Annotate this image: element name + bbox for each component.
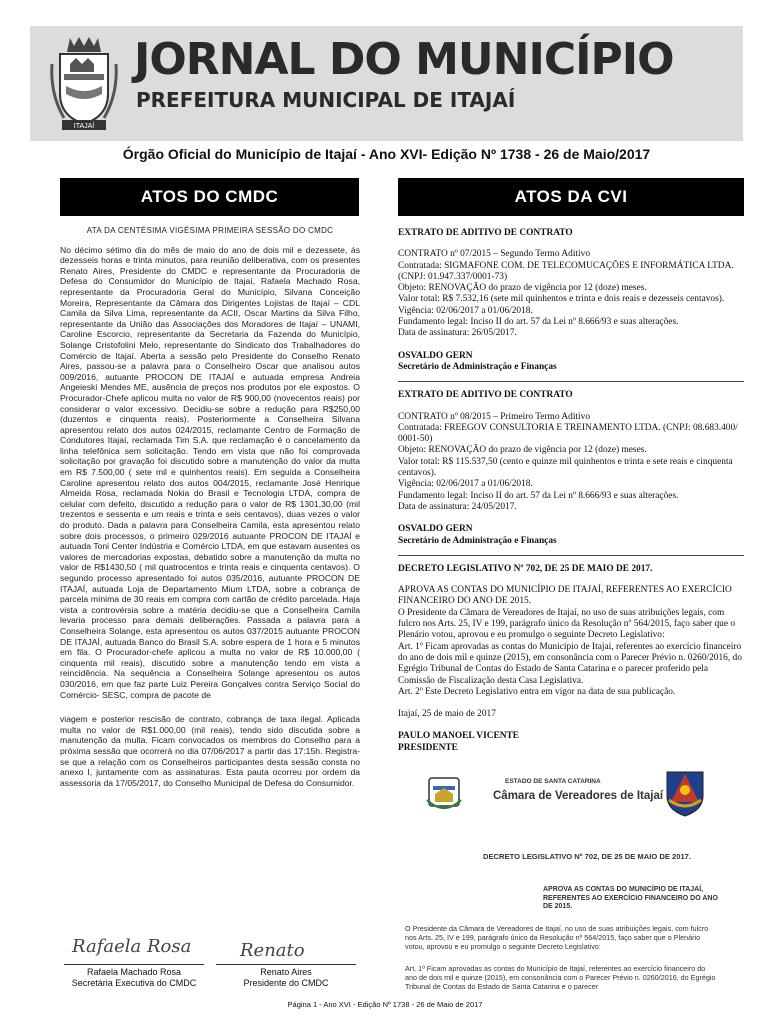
section-banner-cmdc: ATOS DO CMDC [60, 178, 359, 216]
extract-line: Vigência: 02/06/2017 a 01/06/2018. [398, 305, 533, 316]
extract-line: Vigência: 02/06/2017 a 01/06/2018. [398, 479, 533, 490]
signer-role: Secretário de Administração e Finanças [398, 361, 557, 372]
extract-line: Contratada: SIGMAFONE COM. DE TELECOMUCAÇÕES E INFORMÁTICA LTDA. (CNPJ: 01.947.337/0001-73) [398, 260, 734, 282]
document-ementa: APROVA AS CONTAS DO MUNICÍPIO DE ITAJAÍ, REFERENTES AO EXERCÍCIO FINANCEIRO DO ANO DE 2015. [543, 886, 718, 911]
chamber-seal-icon [663, 768, 707, 818]
signer-role: PRESIDENTE [398, 742, 458, 753]
extract-line: Valor total: R$ 115.537,50 (cento e quinze mil quinhentos e trinta e sete reais e cinquenta centavos). [398, 456, 733, 479]
extract-line: Objeto: RENOVAÇÃO do prazo de vigência por 12 (doze) meses. [398, 445, 647, 456]
minutes-paragraph: No décimo sétimo dia do mês de maio do ano de dois mil e dezessete, ás dezesseis horas e trinta minutos, para reunião deliberativa, com os presentes Renato Aires, Presidente do CMDC e representante da Procuradoria de Defesa do Consumidor do Município de Itajaí, Rafaela Machado Rosa, representante da Procuradoria Geral do Município, Silvana Conceição Moreira, Representante da Câmara dos Dirigentes Lojistas de Itajaí – CDL Camila da Silva Lima, representante da ACII, Oscar Martins da Silva Filho, representante da União das Associações dos Moradores de Itajaí – UNAMI, Caroline Escorcio, representante da Secretaria da Fazenda do Município, Solange Cristofolini Melo, representante do Sindicato dos Trabalhadores do Comércio de Itajaí. Aberta a sessão pelo Presidente do Conselho Renato Aires, passou-se a palavra para o Conselheiro Oscar que analisou autos 009/2016, autuante PROCON DE ITAJAÍ e autuada empresa Andreia Angeieski Mendes ME, ausência de preços nos produtos por ele expostos. O Procurador-Chefe aplicou multa no valor de R$ 900,00 (novecentos reais) por considerar o valor excessivo. Decidiu-se sobre a redução para R$250,00 (duzentos e cinquenta reais). Posteriormente a Conselheira Silvana apresentou relato dos autos 024/2015, reclamante Centro de Formação de Condutores Itajaí, reclamada Tim S.A. que reclamação é o cancelamento da linha telefônica sem solicitação. Tendo em vista que não foi comprovada solicitação por gravação foi discutido sobre a manutenção do valor da multa em R$ 7.500,00 ( sete mil e quinhentos reais). Em seguida a Conselheira Caroline apresentou relato dos autos 004/2015, reclamante José Henrique Almeida Rosa, reclamada Nokia do Brasil e Tecnologia LTDA, compra de celular com defeito, discutido a redução para o valor de R$ 1301,30,00 (mil trezentos e sessenta e um reais e trinta e seis centavos), duas vezes o valor do produto. Dada a palavra para Conselheira Camila, esta apresentou relato sobre dois processos, o primeiro 029/2016 autuante PROCON DE ITAJAÍ e autuada Toni Center Indústria e Comércio LTDA, em que estavam ausentes os valores de mercadorias expostas, debatido sobre a manutenção da multa no valor de R$1430,50 ( mil quatrocentos e trinta reais e cinquenta centavos). O segundo processo apresentado foi autos 035/2016, autuante PROCON DE ITAJAÍ, autuada Loja de Departamento Mium LTDA, sobre a cobrança de parcela mínima de 30 reais em compra com cartão de crédito parcelada. Haja vista a controvérsia sobre a matéria decidiu-se que a Conselheira Camila levaria processo para demais deliberações. Passada a palavra para a Conselheira Solange, esta apresentou os autos 037/2015 autuante PROCON DE ITAJAÍ, autuada Banco do Brasil S.A. sobre espera de 1 hora e 5 minutos em fila. O Procurador-chefe aplicou a multa no valor de R$ 10.000,00 ( cinquenta mil reais), discutido sobre a manutenção tendo em vista a reincidência. Na sequência a Conselheira Solange apresentou os autos 030/2016, em que faz parte Luiz Pereira Gonçalves contra Serviço Social do Comércio- SESC, compra de pacote de [60, 244, 360, 700]
extract-line: Contratada: FREEGOV CONSULTORIA E TREINAMENTO LTDA. (CNPJ: 08.683.400/ 0001-50) [398, 422, 738, 445]
minutes-title: ATA DA CENTÉSIMA VIGÉSIMA PRIMEIRA SESSÃO DO CMDC [86, 226, 334, 235]
cvi-acts [398, 228, 744, 754]
document-preamble: O Presidente da Câmara de Vereadores de Itajaí, no uso de suas atribuições legais, com fulcro nos Arts. 25, IV e 199, parágrafo único da Resolução nº 564/2015, faço saber que o Plenário votou, aprovou e eu promulgo o seguinte Decreto Legislativo: [405, 924, 709, 951]
masthead [30, 26, 743, 141]
decree-ementa: APROVA AS CONTAS DO MUNICÍPIO DE ITAJAÍ, REFERENTES AO EXERCÍCIO FINANCEIRO DO ANO DE 2015. [398, 585, 732, 607]
cmdc-minutes [60, 226, 360, 788]
document-chamber-name: Câmara de Vereadores de Itajaí [493, 790, 664, 802]
extract-line: Fundamento legal: Inciso II do art. 57 da Lei nº 8.666/93 e suas alterações. [398, 317, 679, 328]
decree-article: Art. 2º Este Decreto Legislativo entra em vigor na data de sua publicação. [398, 686, 676, 697]
extract-title: EXTRATO DE ADITIVO DE CONTRATO [398, 228, 573, 238]
signer-role: Secretário de Administração e Finanças [398, 535, 557, 546]
signer-name: PAULO MANOEL VICENTE [398, 731, 520, 742]
signer-name: OSVALDO GERN [398, 350, 473, 361]
page-footer: Página 1 - Ano XVI - Edição Nº 1738 - 26 de Maio de 2017 [287, 1000, 483, 1009]
signer-name: Rafaela Machado Rosa [86, 967, 182, 977]
state-coat-of-arms-icon [425, 774, 463, 814]
extract-line: CONTRATO nº 07/2015 – Segundo Termo Aditivo [398, 249, 591, 260]
divider [398, 381, 744, 382]
decree-place-date: Itajaí, 25 de maio de 2017 [398, 709, 496, 720]
extract-title: EXTRATO DE ADITIVO DE CONTRATO [398, 390, 573, 401]
extract-line: Data de assinatura: 24/05/2017. [398, 501, 517, 512]
issue-line: Órgão Oficial do Município de Itajaí - Ano XVI- Edição Nº 1738 - 26 de Maio/2017 [122, 146, 651, 162]
document-decree-title: DECRETO LEGISLATIVO Nº 702, DE 25 DE MAIO DE 2017. [483, 852, 692, 861]
newspaper-title: JORNAL DO MUNICÍPIO [134, 34, 674, 85]
signer-role: Presidente do CMDC [243, 978, 329, 988]
document-article: Art. 1º Ficam aprovadas as contas do Município de Itajaí, referentes ao exercício financeiro do ano de dois mil e quinze (2015), em consonância com o Parecer Prévio n. 0260/2016, do Egrégio Tribunal de Contas do Estado de Santa Catarina e o parecer [405, 964, 716, 991]
section-banner-cvi: ATOS DA CVI [398, 178, 744, 216]
signature-scribble: Rafaela Rosa [72, 936, 192, 957]
svg-text:ITAJAÍ: ITAJAÍ [73, 123, 95, 130]
signature-block [216, 964, 356, 989]
extract-line: Valor total: R$ 7.532,16 (sete mil quinhentos e trinta e dois reais e dezesseis centavos). [398, 294, 725, 305]
extract-line: Objeto: RENOVAÇÃO do prazo de vigência por 12 (doze) meses. [398, 283, 647, 294]
signer-name: OSVALDO GERN [398, 524, 473, 535]
decree-article: Art. 1º Ficam aprovadas as contas do Município de Itajaí, referentes ao exercício financeiro do ano de dois mil e quinze (2015), em consonância com o Parecer Prévio n. 0260/2016, do Egrégio Tribunal de Contas do Estado de Santa Catarina e o parecer proferido pela Comissão de Fiscalização desta Casa Legislativa. [398, 641, 742, 686]
decree-title: DECRETO LEGISLATIVO Nº 702, DE 25 DE MAIO DE 2017. [398, 563, 653, 574]
extract-line: Fundamento legal: Inciso II do art. 57 da Lei nº 8.666/93 e suas alterações. [398, 490, 679, 501]
newspaper-subtitle: PREFEITURA MUNICIPAL DE ITAJAÍ [136, 88, 516, 112]
signature-scribble: Renato [240, 940, 305, 961]
signature-block [64, 964, 204, 989]
signer-name: Renato Aires [260, 967, 312, 977]
scanned-decree-document [405, 770, 717, 1016]
divider [398, 555, 744, 556]
decree-preamble: O Presidente da Câmara de Vereadores de Itajaí, no uso de suas atribuições legais, com fulcro nos Arts. 25, IV e 199, parágrafo único da Resolução nº 564/2015, faço saber que o Plenário votou, aprovou e eu promulgo o seguinte Decreto Legislativo: [398, 607, 736, 641]
extract-line: Data de assinatura: 26/05/2017. [398, 328, 517, 339]
minutes-paragraph: viagem e posterior rescisão de contrato, cobrança de taxa ilegal. Aplicada multa no valor de R$1.000,00 (mil reais), tendo sido discutida sobre a manutenção da multa. Ficam convocados os membros do Conselho para a próxima sessão que ocorrerá no dia 07/06/2017 a partir das 17:15h. Registra-se que a relação com os Conselheiros participantes desta sessão consta no anexo I, juntamente com as assinaturas. Esta pauta ocorreu por ordem da assessoria da 17/05/2017, do Conselho Municipal de Defesa do Consumidor. [60, 714, 360, 788]
extract-line: CONTRATO nº 08/2015 – Primeiro Termo Aditivo [398, 411, 591, 422]
municipal-crest-icon [48, 34, 120, 132]
signer-role: Secretária Executiva do CMDC [71, 978, 197, 988]
document-state-label: ESTADO DE SANTA CATARINA [505, 778, 601, 785]
